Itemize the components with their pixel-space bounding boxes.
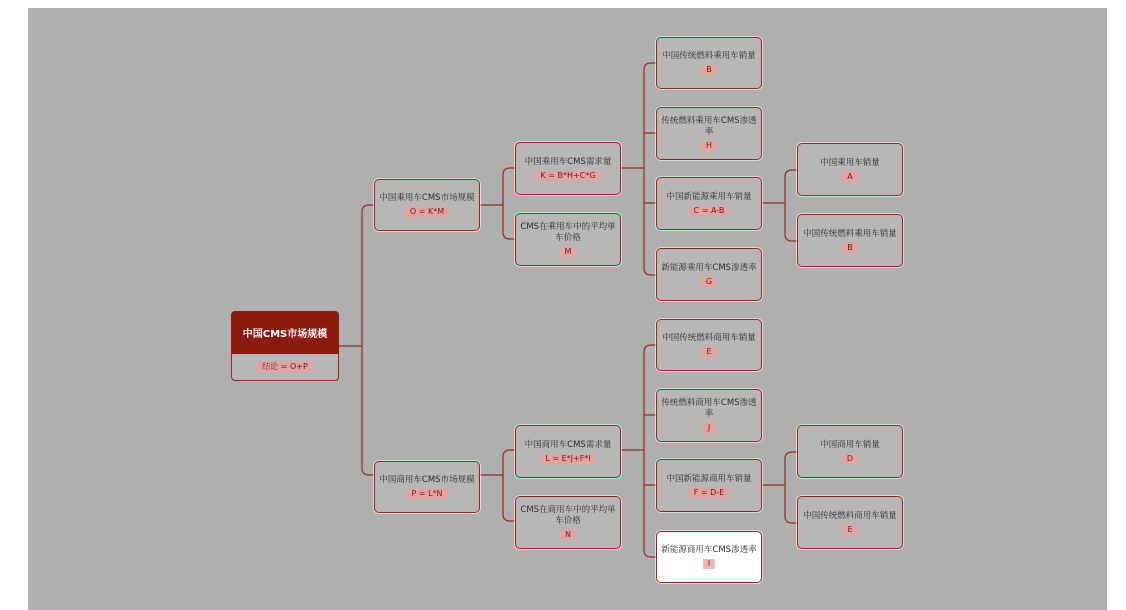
node-title: 中国商用车CMS需求量 [524, 439, 612, 450]
connector-l1-top [480, 168, 515, 239]
node-title: 中国新能源乘用车销量 [666, 191, 752, 202]
node-title: CMS在乘用车中的平均单车价格 [520, 222, 616, 243]
node-nev-passenger-penetration[interactable] [656, 248, 762, 301]
node-title: 中国乘用车CMS市场规模 [379, 193, 475, 203]
connector-l1-bottom [480, 450, 515, 521]
node-formula: J [703, 423, 715, 433]
node-commercial-total-sales[interactable] [797, 425, 903, 478]
node-title: 中国新能源商用车销量 [666, 473, 752, 484]
node-passenger-cms-price[interactable] [515, 213, 621, 266]
node-traditional-passenger-sales[interactable] [656, 37, 762, 89]
node-passenger-total-sales[interactable] [797, 143, 903, 196]
node-traditional-passenger-penetration[interactable] [656, 107, 762, 160]
node-title: 中国乘用车CMS需求量 [524, 156, 612, 167]
node-formula: C = A-B [689, 206, 730, 216]
node-title: 中国传统燃料乘用车销量 [662, 51, 756, 61]
node-title: 中国商用车CMS市场规模 [379, 475, 475, 485]
node-formula: I [703, 559, 715, 569]
node-commercial-cms-price[interactable] [515, 496, 621, 549]
node-nev-commercial-sales[interactable] [656, 459, 762, 512]
node-commercial-traditional-sales-leaf[interactable] [797, 496, 903, 549]
node-formula: G [701, 277, 717, 287]
connector-l3-c [762, 170, 797, 241]
node-nev-passenger-sales[interactable] [656, 177, 762, 230]
node-formula: M [560, 247, 577, 257]
node-traditional-commercial-penetration[interactable] [656, 389, 762, 442]
connector-l3-f [762, 452, 797, 523]
node-formula: N [560, 530, 576, 540]
node-formula: D [842, 454, 858, 464]
root-title: 中国CMS市场规模 [231, 311, 339, 354]
node-formula: O = K*M [405, 207, 449, 217]
node-formula: H [701, 141, 717, 151]
node-nev-commercial-penetration[interactable] [656, 531, 762, 583]
connector-l2-k [621, 63, 656, 275]
root-node[interactable] [231, 311, 339, 381]
node-title: 传统燃料乘用车CMS渗透率 [661, 116, 757, 137]
node-formula: E [701, 347, 716, 357]
connector-root [339, 205, 374, 475]
node-formula: B [701, 65, 717, 75]
node-title: 中国传统燃料商用车销量 [803, 510, 897, 521]
node-formula: A [842, 172, 857, 182]
node-formula: B [842, 243, 858, 253]
node-formula: K = B*H+C*G [535, 171, 600, 181]
node-formula: P = L*N [406, 489, 447, 499]
node-title: 中国传统燃料乘用车销量 [803, 228, 897, 239]
root-formula: 结论 = O+P [257, 362, 313, 372]
node-title: 中国乘用车销量 [820, 157, 880, 168]
node-passenger-traditional-sales-leaf[interactable] [797, 214, 903, 267]
node-title: 中国传统燃料商用车销量 [662, 333, 756, 343]
node-title: 传统燃料商用车CMS渗透率 [661, 398, 757, 419]
node-title: CMS在商用车中的平均单车价格 [520, 505, 616, 526]
root-formula-area [231, 354, 339, 381]
node-commercial-cms-market[interactable] [374, 461, 480, 513]
node-formula: L = E*J+F*I [540, 454, 595, 464]
connector-l2-l [621, 345, 656, 557]
node-formula: E [842, 525, 857, 535]
node-commercial-cms-demand[interactable] [515, 425, 621, 478]
node-formula: F = D-E [689, 488, 730, 498]
node-traditional-commercial-sales[interactable] [656, 319, 762, 371]
node-title: 新能源商用车CMS渗透率 [661, 545, 757, 555]
node-passenger-cms-demand[interactable] [515, 142, 621, 195]
node-title: 中国商用车销量 [820, 439, 880, 450]
node-title: 新能源乘用车CMS渗透率 [661, 262, 757, 273]
node-passenger-cms-market[interactable] [374, 179, 480, 231]
